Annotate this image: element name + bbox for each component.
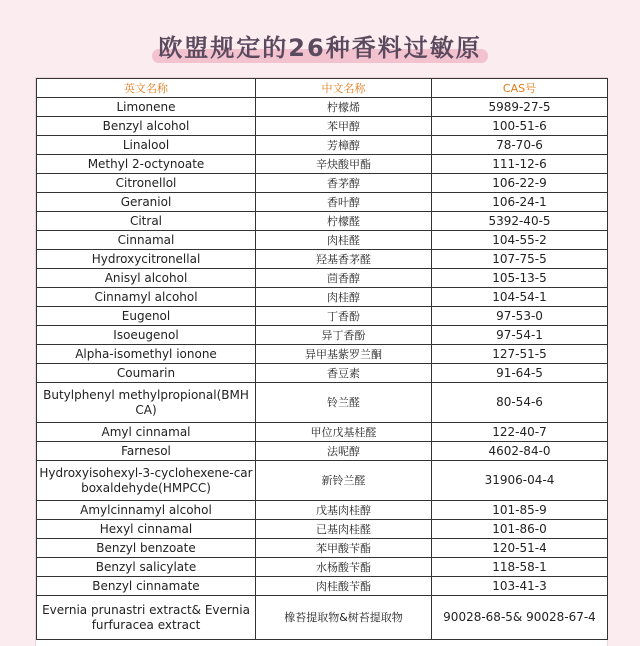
table-row [37, 269, 608, 288]
cas-cell: 122-40-7 [432, 423, 608, 442]
chinese-name-cell: 肉桂醛 [256, 231, 432, 250]
table-row [37, 539, 608, 558]
chinese-name-cell: 茴香醇 [256, 269, 432, 288]
table-row [37, 117, 608, 136]
english-name-cell: Benzyl salicylate [37, 558, 256, 577]
table-row [37, 442, 608, 461]
table-row [37, 501, 608, 520]
english-name-cell: Hexyl cinnamal [37, 520, 256, 539]
cas-cell: 97-53-0 [432, 307, 608, 326]
chinese-name-cell: 柠檬醛 [256, 212, 432, 231]
chinese-name-cell: 苯甲酸苄酯 [256, 539, 432, 558]
table-row [37, 345, 608, 364]
cas-cell: 105-13-5 [432, 269, 608, 288]
english-name-cell: Benzyl cinnamate [37, 577, 256, 596]
english-name-cell: Geraniol [37, 193, 256, 212]
cas-cell: 5989-27-5 [432, 98, 608, 117]
cas-cell: 5392-40-5 [432, 212, 608, 231]
cas-cell: 101-85-9 [432, 501, 608, 520]
table-row [37, 364, 608, 383]
cas-cell: 106-24-1 [432, 193, 608, 212]
cas-cell: 101-86-0 [432, 520, 608, 539]
chinese-name-cell: 芳樟醇 [256, 136, 432, 155]
chinese-name-cell: 已基肉桂醛 [256, 520, 432, 539]
table-row [37, 307, 608, 326]
cas-cell: 106-22-9 [432, 174, 608, 193]
cas-cell: 118-58-1 [432, 558, 608, 577]
chinese-name-cell: 异甲基紫罗兰酮 [256, 345, 432, 364]
table-body [37, 98, 608, 640]
english-name-cell: Cinnamyl alcohol [37, 288, 256, 307]
english-name-cell: Cinnamal [37, 231, 256, 250]
cas-cell: 90028-68-5& 90028-67-4 [432, 596, 608, 640]
chinese-name-cell: 戊基肉桂醇 [256, 501, 432, 520]
page-title [140, 24, 499, 67]
cas-cell: 103-41-3 [432, 577, 608, 596]
chinese-name-cell: 橡苔提取物&树苔提取物 [256, 596, 432, 640]
chinese-name-cell: 法呢醇 [256, 442, 432, 461]
table-row [37, 193, 608, 212]
english-name-cell: Methyl 2-octynoate [37, 155, 256, 174]
table-header [37, 79, 608, 98]
english-name-cell: Amylcinnamyl alcohol [37, 501, 256, 520]
table-row [37, 212, 608, 231]
chinese-name-cell: 肉桂醇 [256, 288, 432, 307]
table-row [37, 326, 608, 345]
english-name-cell: Isoeugenol [37, 326, 256, 345]
table-row [37, 596, 608, 640]
english-name-cell: Citronellol [37, 174, 256, 193]
cas-cell: 78-70-6 [432, 136, 608, 155]
english-name-cell: Butylphenyl methylpropional(BMHCA) [37, 383, 256, 423]
header-cas-number: CAS号 [432, 79, 608, 98]
chinese-name-cell: 香叶醇 [256, 193, 432, 212]
chinese-name-cell: 水杨酸苄酯 [256, 558, 432, 577]
table-row [37, 231, 608, 250]
chinese-name-cell: 苯甲醇 [256, 117, 432, 136]
chinese-name-cell: 铃兰醛 [256, 383, 432, 423]
allergen-table-sheet [36, 78, 607, 646]
table-row [37, 155, 608, 174]
cas-cell: 127-51-5 [432, 345, 608, 364]
header-chinese-name: 中文名称 [256, 79, 432, 98]
chinese-name-cell: 羟基香茅醛 [256, 250, 432, 269]
chinese-name-cell: 香茅醇 [256, 174, 432, 193]
table-row [37, 558, 608, 577]
english-name-cell: Hydroxyisohexyl-3-cyclohexene-carboxaldehyde(HMPCC) [37, 461, 256, 501]
chinese-name-cell: 新铃兰醛 [256, 461, 432, 501]
english-name-cell: Eugenol [37, 307, 256, 326]
english-name-cell: Citral [37, 212, 256, 231]
english-name-cell: Evernia prunastri extract& Evernia furfuracea extract [37, 596, 256, 640]
table-row [37, 98, 608, 117]
english-name-cell: Coumarin [37, 364, 256, 383]
allergen-table [36, 78, 608, 640]
table-row [37, 383, 608, 423]
page-header [0, 0, 640, 76]
chinese-name-cell: 丁香酚 [256, 307, 432, 326]
english-name-cell: Hydroxycitronellal [37, 250, 256, 269]
cas-cell: 111-12-6 [432, 155, 608, 174]
title-wrap [0, 24, 640, 67]
table-row [37, 520, 608, 539]
chinese-name-cell: 香豆素 [256, 364, 432, 383]
table-row [37, 136, 608, 155]
cas-cell: 31906-04-4 [432, 461, 608, 501]
cas-cell: 120-51-4 [432, 539, 608, 558]
table-row [37, 174, 608, 193]
cas-cell: 91-64-5 [432, 364, 608, 383]
cas-cell: 4602-84-0 [432, 442, 608, 461]
chinese-name-cell: 异丁香酚 [256, 326, 432, 345]
cas-cell: 97-54-1 [432, 326, 608, 345]
cas-cell: 104-54-1 [432, 288, 608, 307]
cas-cell: 100-51-6 [432, 117, 608, 136]
cas-cell: 107-75-5 [432, 250, 608, 269]
english-name-cell: Amyl cinnamal [37, 423, 256, 442]
table-row [37, 577, 608, 596]
table-row [37, 250, 608, 269]
chinese-name-cell: 甲位戊基桂醛 [256, 423, 432, 442]
english-name-cell: Alpha-isomethyl ionone [37, 345, 256, 364]
table-row [37, 423, 608, 442]
english-name-cell: Benzyl benzoate [37, 539, 256, 558]
chinese-name-cell: 柠檬烯 [256, 98, 432, 117]
cas-cell: 104-55-2 [432, 231, 608, 250]
cas-cell: 80-54-6 [432, 383, 608, 423]
english-name-cell: Farnesol [37, 442, 256, 461]
english-name-cell: Benzyl alcohol [37, 117, 256, 136]
header-english-name: 英文名称 [37, 79, 256, 98]
chinese-name-cell: 辛炔酸甲酯 [256, 155, 432, 174]
table-header-row [37, 79, 608, 98]
english-name-cell: Anisyl alcohol [37, 269, 256, 288]
english-name-cell: Limonene [37, 98, 256, 117]
table-row [37, 288, 608, 307]
chinese-name-cell: 肉桂酸苄酯 [256, 577, 432, 596]
table-row [37, 461, 608, 501]
page-title-label: 欧盟规定的26种香料过敏原 [158, 34, 482, 62]
english-name-cell: Linalool [37, 136, 256, 155]
